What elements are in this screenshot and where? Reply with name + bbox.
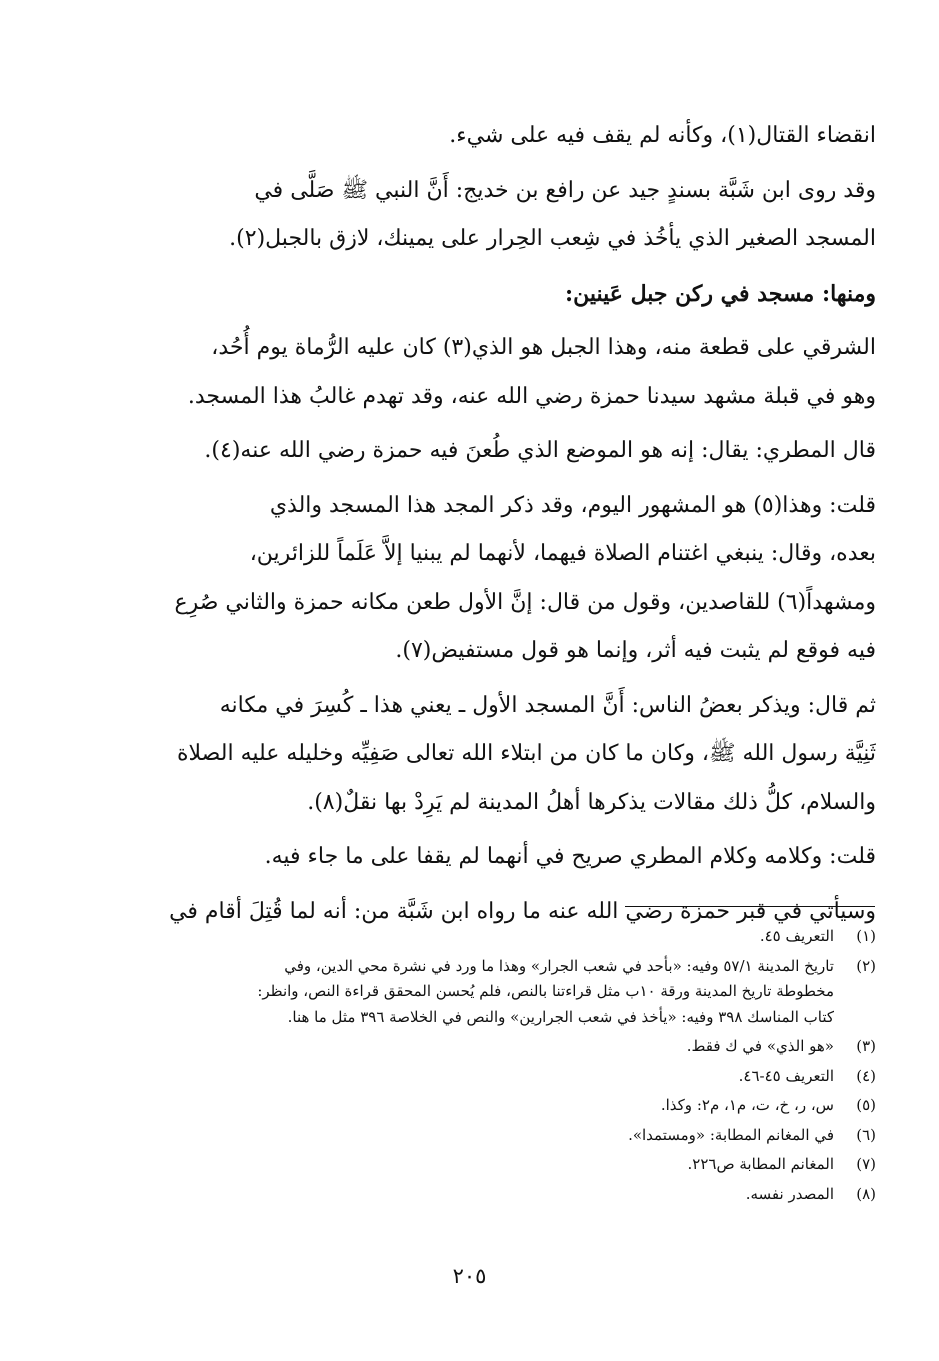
footnote-line: س، ر، خ، ت، م١، م٢: وكذا. xyxy=(660,1096,834,1114)
section-heading xyxy=(124,270,876,319)
footnote-number: (٢) xyxy=(856,956,876,975)
footnote xyxy=(124,924,876,950)
footnote-text xyxy=(124,1064,834,1090)
text-line: وقد روى ابن شَبَّة بسندٍ جيد عن رافع بن خديج: أَنَّ النبي ﷺ صَلَّى في xyxy=(254,177,876,203)
footnote-number: (٨) xyxy=(856,1184,876,1203)
footnote-line: التعريف ٤٥-٤٦. xyxy=(738,1066,834,1085)
text-line: وهو في قبلة مشهد سيدنا حمزة رضي الله عنه، وقد تهدم غالبُ هذا المسجد. xyxy=(187,383,876,409)
footnote xyxy=(124,1152,876,1178)
text-line: بعده، وقال: ينبغي اغتنام الصلاة فيهما، لأنهما لم يبنيا إلاَّ عَلَماً للزائرين، xyxy=(249,541,876,566)
paragraph xyxy=(124,167,876,264)
footnote-text xyxy=(124,1123,834,1149)
text-line: ثَنِيَّة رسول الله ﷺ، وكان ما كان من ابتلاء الله تعالى صَفِيِّه وخليله عليه الصلاة xyxy=(177,741,876,766)
footnote-line: في المغانم المطابة: «ومستمدا». xyxy=(628,1125,834,1144)
page-number: ٢٠٥ xyxy=(452,1264,487,1288)
paragraph xyxy=(124,682,876,828)
footnote-line: تاريخ المدينة ٥٧/١ وفيه: «بأحد في شعب الجرار» وهذا ما ورد في نشرة محي الدين، وفي xyxy=(284,956,834,975)
text-line: قلت: وهذا(٥) هو المشهور اليوم، وقد ذكر المجد هذا المسجد والذي xyxy=(269,492,876,518)
text-line: ومنها: مسجد في ركن جبل عَينين: xyxy=(565,280,876,307)
text-line: والسلام، كلُّ ذلك مقالات يذكرها أهلُ المدينة لم يَرِدْ بها نقلٌ(٨). xyxy=(307,789,876,815)
footnote xyxy=(124,1034,876,1060)
footnote-line: التعريف ٤٥. xyxy=(759,927,834,945)
text-line: ومشهداً(٦) للقاصدين، وقول من قال: إنَّ الأول طعن مكانه حمزة والثاني صُرِع xyxy=(174,589,876,615)
footnote-line: المصدر نفسه. xyxy=(745,1184,834,1203)
footnote-text xyxy=(124,954,834,1031)
footnote-number: (٧) xyxy=(856,1155,876,1173)
footnote-number: (٤) xyxy=(856,1066,876,1085)
footnote-number: (٥) xyxy=(856,1096,876,1114)
footnote-line: المغانم المطابة ص٢٢٦. xyxy=(687,1155,834,1173)
paragraph xyxy=(124,833,876,882)
text-line: فيه فوقع لم يثبت فيه أثر، وإنما هو قول مستفيض(٧). xyxy=(395,638,876,663)
text-line: المسجد الصغير الذي يأخُذ في شِعب الحِرار على يمينك، لازق بالجبل(٢). xyxy=(229,226,876,251)
footnote-number: (٦) xyxy=(856,1125,876,1144)
footnote-line: «هو الذي» في ك فقط. xyxy=(686,1037,834,1055)
text-line: وسيأتي في قبر حمزة رضي الله عنه ما رواه ابن شَبَّة من: أنه لما قُتِلَ أقام في xyxy=(169,898,876,924)
footnote xyxy=(124,954,876,1031)
footnote-line: مخطوطة تاريخ المدينة ورقة ١٠ب مثل قراءتنا بالنص، فلم يُحسن المحقق قراءة النص، وانظر: xyxy=(257,982,834,1000)
footnote-line: كتاب المناسك ٣٩٨ وفيه: «يأخذ في شعب الجرارين» والنص في الخلاصة ٣٩٦ مثل ما هنا. xyxy=(287,1007,834,1026)
text-line: ثم قال: ويذكر بعضُ الناس: أَنَّ المسجد الأول ـ يعني هذا ـ كُسِرَ في مكانه xyxy=(219,692,876,718)
footnote xyxy=(124,1093,876,1119)
text-line: انقضاء القتال(١)، وكأنه لم يقف فيه على شيء. xyxy=(449,123,876,148)
footnote-text xyxy=(124,924,834,950)
footnote xyxy=(124,1182,876,1208)
footnote-text xyxy=(124,1093,834,1119)
text-line: قلت: وكلامه وكلام المطري صريح في أنهما لم يقفا على ما جاء فيه. xyxy=(264,844,876,869)
footnote-number: (١) xyxy=(856,927,876,945)
footnote xyxy=(124,1064,876,1090)
text-line: قال المطري: يقال: إنه هو الموضع الذي طُعنَ فيه حمزة رضي الله عنه(٤). xyxy=(204,438,876,463)
main-text xyxy=(124,112,876,942)
footnote-number: (٣) xyxy=(856,1037,876,1055)
paragraph xyxy=(124,482,876,676)
paragraph xyxy=(124,427,876,476)
footnote-text xyxy=(124,1034,834,1060)
footnote-text xyxy=(124,1182,834,1208)
footnotes xyxy=(124,924,876,1211)
paragraph xyxy=(124,324,876,421)
footnote xyxy=(124,1123,876,1149)
text-line: الشرقي على قطعة منه، وهذا الجبل هو الذي(٣) كان عليه الرُّماة يوم أُحُد، xyxy=(211,335,876,360)
footnote-separator xyxy=(625,906,875,907)
footnote-text xyxy=(124,1152,834,1178)
paragraph xyxy=(124,112,876,161)
